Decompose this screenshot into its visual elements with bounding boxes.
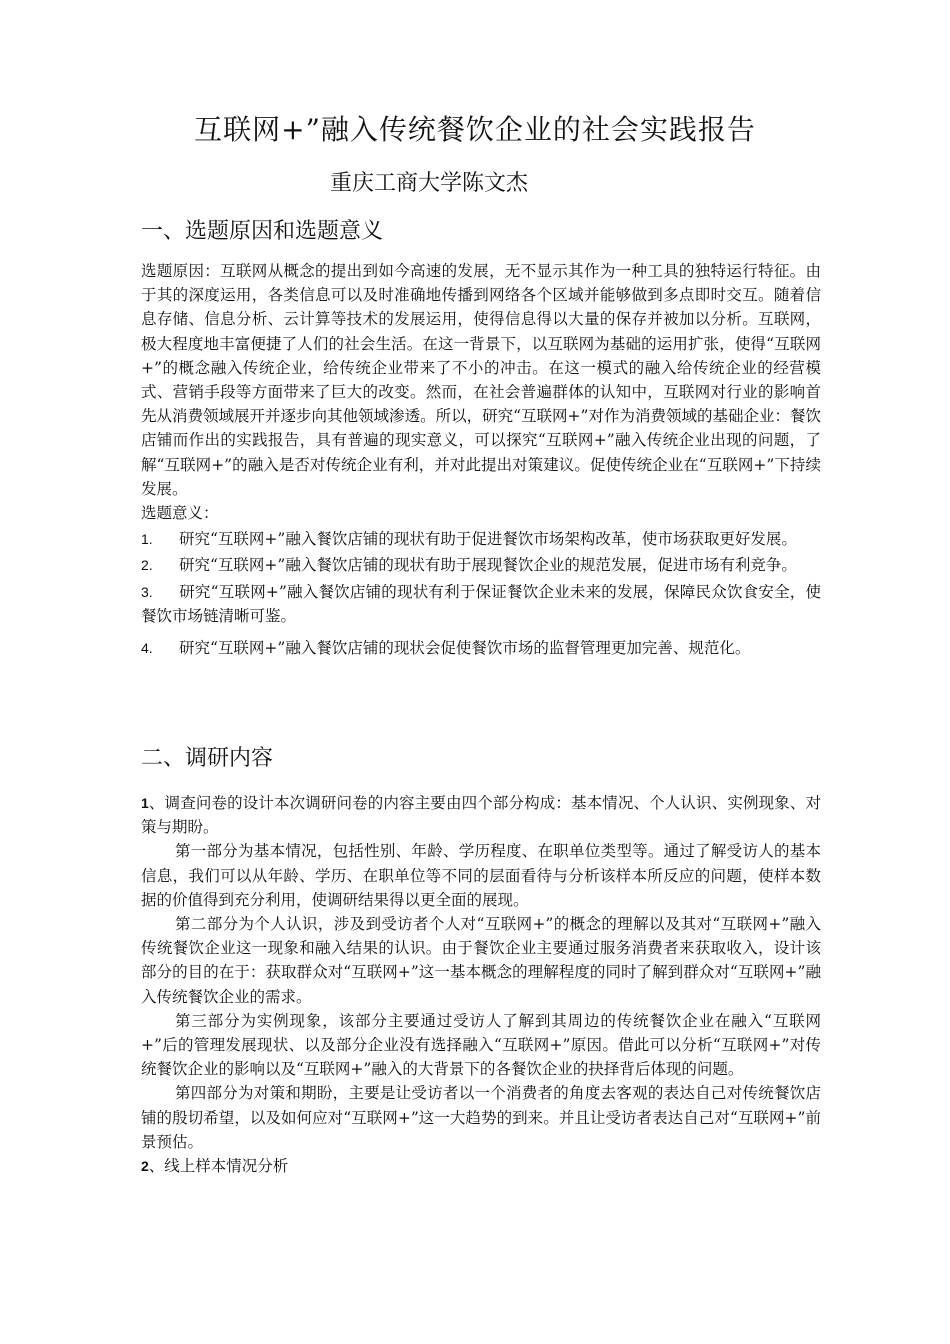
section1-body <box>141 259 821 660</box>
part-paragraph: 第三部分为实例现象，该部分主要通过受访人了解到其周边的传统餐饮企业在融入“互联网+”后的管理发展现状、以及部分企业没有选择融入“互联网+”原因。借此可以分析“互联网+”对传统餐饮企业的影响以及“互联网+”融入的大背景下的各餐饮企业的抉择背后体现的问题。 <box>141 1011 821 1079</box>
part-paragraph: 第二部分为个人认识，涉及到受访者个人对“互联网+”的概念的理解以及其对“互联网+”融入传统餐饮企业这一现象和融入结果的认识。由于餐饮企业主要通过服务消费者来获取收入，设计该部分的目的在于：获取群众对“互联网+”这一基本概念的理解程度的同时了解到群众对“互联网+”融入传统餐饮企业的需求。 <box>141 915 821 1006</box>
significance-label: 选题意义： <box>141 504 219 523</box>
list-item-text: 研究“互联网+”融入餐饮店铺的现状有助于展现餐饮企业的规范发展，促进市场有利竞争。 <box>179 556 797 575</box>
reason-paragraph: 选题原因：互联网从概念的提出到如今高速的发展，无不显示其作为一种工具的独特运行特征。由于其的深度运用，各类信息可以及时准确地传播到网络各个区域并能够做到多点即时交互。随着信息存储、信息分析、云计算等技术的发展运用，使得信息得以大量的保存并被加以分析。互联网，极大程度地丰富便捷了人们的社会生活。在这一背景下，以互联网为基础的运用扩张，使得“互联网+”的概念融入传统企业，给传统企业带来了不小的冲击。在这一模式的融入给传统企业的经营模式、营销手段等方面带来了巨大的改变。然而，在社会普遍群体的认知中，互联网对行业的影响首先从消费领域展开并逐步向其他领域渗透。所以，研究“互联网+”对作为消费领域的基础企业：餐饮店铺而作出的实践报告，具有普遍的现实意义，可以探究“互联网+”融入传统企业出现的问题，了解“互联网+”的融入是否对传统企业有利，并对此提出对策建议。促使传统企业在“互联网+”下持续发展。 <box>141 262 821 498</box>
author-line: 重庆工商大学陈文杰 <box>330 171 529 196</box>
point-2 <box>141 1154 821 1178</box>
list-item-number: 1. <box>141 531 153 548</box>
list-item-number: 3. <box>141 583 153 600</box>
list-item-text: 研究“互联网+”融入餐饮店铺的现状有利于保证餐饮企业未来的发展，保障民众饮食安全，使餐饮市场链清晰可鉴。 <box>141 582 821 625</box>
point-1-text: 、调查问卷的设计本次调研问卷的内容主要由四个部分构成：基本情况、个人认识、实例现象、对策与期盼。 <box>141 794 821 837</box>
list-item <box>141 553 821 577</box>
section-heading-1: 一、选题原因和选题意义 <box>141 219 384 244</box>
section2-body <box>141 791 821 1178</box>
list-item-text: 研究“互联网+”融入餐饮店铺的现状有助于促进餐饮市场架构改革，使市场获取更好发展。 <box>179 530 797 549</box>
point-1 <box>141 791 821 839</box>
part-paragraph: 第一部分为基本情况，包括性别、年龄、学历程度、在职单位类型等。通过了解受访人的基本信息，我们可以从年龄、学历、在职单位等不同的层面看待与分析该样本所反应的问题，使样本数据的价值得到充分利用，使调研结果得以更全面的展现。 <box>141 842 821 909</box>
part-paragraph: 第四部分为对策和期盼，主要是让受访者以一个消费者的角度去客观的表达自己对传统餐饮店铺的殷切希望，以及如何应对“互联网+”这一大趋势的到来。并且让受访者表达自己对“互联网+”前景预估。 <box>141 1084 821 1151</box>
point-2-text: 、线上样本情况分析 <box>148 1157 289 1176</box>
list-item-number: 2. <box>141 557 153 574</box>
list-item <box>141 580 821 628</box>
point-1-number: 1 <box>141 795 149 811</box>
list-item <box>141 527 821 551</box>
list-item-text: 研究“互联网+”融入餐饮店铺的现状会促使餐饮市场的监督管理更加完善、规范化。 <box>179 639 751 658</box>
page-title: 互联网+”融入传统餐饮企业的社会实践报告 <box>194 113 756 146</box>
point-2-number: 2 <box>141 1158 149 1175</box>
list-item <box>141 636 821 660</box>
list-item-number: 4. <box>141 640 153 657</box>
section-heading-2: 二、调研内容 <box>141 746 274 771</box>
